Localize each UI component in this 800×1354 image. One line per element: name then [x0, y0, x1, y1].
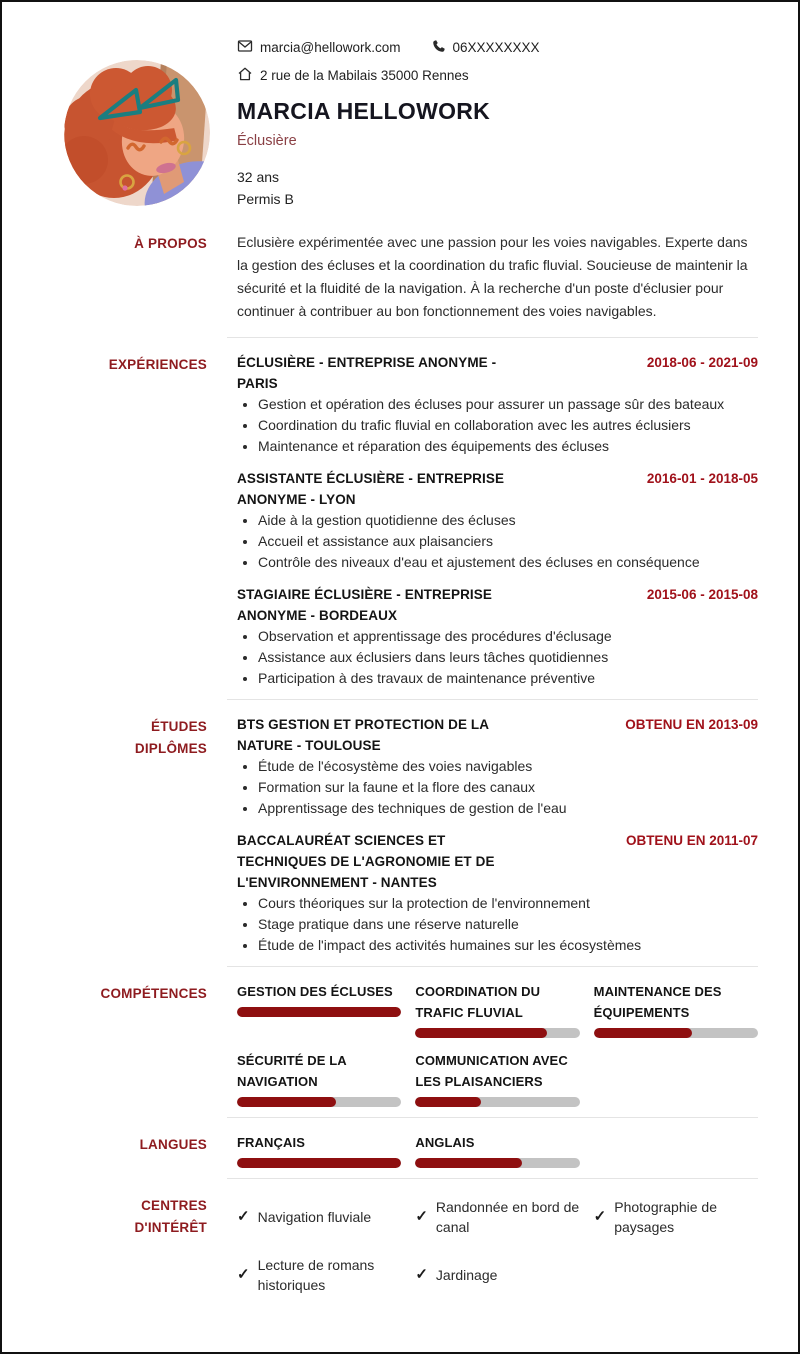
- bullet: • Assistance aux éclusiers dans leurs tâches quotidiennes: [258, 647, 758, 668]
- person-permit: Permis B: [237, 191, 294, 208]
- check-icon: ✓: [415, 1266, 428, 1283]
- contact-row-1: [237, 38, 758, 57]
- bullet: • Stage pratique dans une réserve naturelle: [258, 914, 758, 935]
- education-label: [2, 714, 207, 956]
- language-name: ANGLAIS: [415, 1135, 475, 1150]
- education-label-line1: ÉTUDES: [151, 719, 207, 734]
- language-item: [415, 1132, 579, 1168]
- experience-date: 2015-06 - 2015-08: [646, 587, 758, 602]
- interest-item: [237, 1197, 401, 1237]
- contact-address: [237, 66, 469, 85]
- skill-bar-fill: [594, 1028, 693, 1038]
- skill-bar: [594, 1028, 758, 1038]
- email-text: marcia@hellowork.com: [260, 40, 401, 55]
- skill-item: [237, 1050, 401, 1107]
- resume-header: [2, 2, 798, 214]
- interest-item: [237, 1255, 401, 1295]
- interest-item: [594, 1197, 758, 1237]
- about-text: Eclusière expérimentée avec une passion pour les voies navigables. Experte dans la gestion des écluses et la coordination du trafic fluvial. Soucieuse de maintenir la sécurité et la fluidité de la navigation. À la recherche d'un poste d'éclusier pour continuer à contribuer au bon fonctionnement des voies navigables.: [237, 234, 748, 319]
- education-item: [237, 714, 758, 819]
- language-name: FRANÇAIS: [237, 1135, 305, 1150]
- skill-item: [415, 981, 579, 1038]
- bullet: • Accueil et assistance aux plaisanciers: [258, 531, 758, 552]
- interest-item: [415, 1255, 579, 1295]
- skill-item: [594, 981, 758, 1038]
- education-bullets: [237, 756, 758, 819]
- experience-item: [237, 352, 758, 457]
- section-languages: [2, 1118, 798, 1178]
- education-bullets: [237, 893, 758, 956]
- language-bar: [237, 1158, 401, 1168]
- skill-name: COMMUNICATION AVEC LES PLAISANCIERS: [415, 1053, 568, 1089]
- bullet: • Contrôle des niveaux d'eau et ajustement des écluses en conséquence: [258, 552, 758, 573]
- avatar-illustration: [64, 60, 210, 206]
- address-text: 2 rue de la Mabilais 35000 Rennes: [260, 68, 469, 83]
- interests-label-line2: D'INTÉRÊT: [134, 1219, 207, 1235]
- home-icon: [237, 66, 253, 85]
- person-age: 32 ans: [237, 169, 280, 185]
- interests-grid: [237, 1193, 758, 1295]
- language-bar: [415, 1158, 579, 1168]
- experiences-label: EXPÉRIENCES: [108, 357, 207, 372]
- education-title: BACCALAURÉAT SCIENCES ET TECHNIQUES DE L'AGRONOMIE ET DE L'ENVIRONNEMENT - NANTES: [237, 833, 495, 890]
- section-education: [2, 700, 798, 966]
- bullet: • Participation à des travaux de maintenance préventive: [258, 668, 758, 689]
- education-title: BTS GESTION ET PROTECTION DE LA NATURE - TOULOUSE: [237, 717, 489, 753]
- skill-bar: [415, 1097, 579, 1107]
- check-icon: ✓: [237, 1208, 250, 1225]
- skills-label: COMPÉTENCES: [100, 986, 207, 1001]
- skill-bar: [237, 1007, 401, 1017]
- person-job-title: Éclusière: [237, 133, 297, 149]
- skill-bar-fill: [415, 1097, 481, 1107]
- envelope-icon: [237, 38, 253, 57]
- education-date: OBTENU EN 2011-07: [625, 833, 758, 848]
- bullet: • Formation sur la faune et la flore des canaux: [258, 777, 758, 798]
- skill-item: [237, 981, 401, 1038]
- language-bar-fill: [415, 1158, 522, 1168]
- skill-name: COORDINATION DU TRAFIC FLUVIAL: [415, 984, 541, 1020]
- experience-title: ASSISTANTE ÉCLUSIÈRE - ENTREPRISE ANONYME - LYON: [237, 471, 505, 507]
- interest-text: Navigation fluviale: [257, 1209, 372, 1225]
- header-content: [237, 38, 758, 211]
- interests-label-line1: CENTRES: [141, 1198, 207, 1213]
- skill-item: [415, 1050, 579, 1107]
- interest-item: [415, 1197, 579, 1237]
- experience-title: STAGIAIRE ÉCLUSIÈRE - ENTREPRISE ANONYME - BORDEAUX: [237, 587, 492, 623]
- interest-text: Photographie de paysages: [614, 1199, 717, 1235]
- section-experiences: [2, 338, 798, 699]
- interest-text: Jardinage: [435, 1267, 498, 1283]
- section-interests: [2, 1179, 798, 1305]
- bullet: • Maintenance et réparation des équipements des écluses: [258, 436, 758, 457]
- bullet: • Étude de l'écosystème des voies navigables: [258, 756, 758, 777]
- phone-icon: [431, 39, 446, 57]
- skill-name: GESTION DES ÉCLUSES: [237, 984, 393, 999]
- bullet: • Gestion et opération des écluses pour assurer un passage sûr des bateaux: [258, 394, 758, 415]
- section-skills: [2, 967, 798, 1117]
- skill-name: MAINTENANCE DES ÉQUIPEMENTS: [593, 984, 722, 1020]
- skill-bar-fill: [237, 1097, 336, 1107]
- languages-grid: [237, 1132, 758, 1168]
- skill-name: SÉCURITÉ DE LA NAVIGATION: [237, 1053, 347, 1089]
- bullet: • Cours théoriques sur la protection de l'environnement: [258, 893, 758, 914]
- contact-phone: [431, 39, 540, 57]
- experience-date: 2016-01 - 2018-05: [646, 471, 758, 486]
- check-icon: ✓: [593, 1208, 607, 1225]
- experience-item: [237, 468, 758, 573]
- bullet: • Aide à la gestion quotidienne des écluses: [258, 510, 758, 531]
- interest-text: Randonnée en bord de canal: [435, 1199, 580, 1235]
- experience-item: [237, 584, 758, 689]
- bullet: • Coordination du trafic fluvial en collaboration avec les autres éclusiers: [258, 415, 758, 436]
- check-icon: ✓: [415, 1208, 428, 1225]
- bullet: • Apprentissage des techniques de gestion de l'eau: [258, 798, 758, 819]
- languages-label: LANGUES: [139, 1137, 207, 1152]
- interests-label: [2, 1193, 207, 1295]
- language-bar-fill: [237, 1158, 401, 1168]
- check-icon: ✓: [237, 1266, 250, 1283]
- skills-grid: [237, 981, 758, 1107]
- experience-bullets: [237, 626, 758, 689]
- about-label: À PROPOS: [134, 236, 207, 251]
- skill-bar-fill: [237, 1007, 401, 1017]
- experience-bullets: [237, 510, 758, 573]
- education-date: OBTENU EN 2013-09: [625, 717, 758, 732]
- education-label-line2: DIPLÔMES: [134, 740, 207, 756]
- interest-text: Lecture de romans historiques: [257, 1257, 375, 1293]
- section-about: [2, 231, 798, 337]
- person-name: MARCIA HELLOWORK: [237, 98, 491, 124]
- contact-email: [237, 38, 401, 57]
- skill-bar: [237, 1097, 401, 1107]
- language-item: [237, 1132, 401, 1168]
- education-item: [237, 830, 758, 956]
- skill-bar-fill: [415, 1028, 546, 1038]
- bullet: • Étude de l'impact des activités humaines sur les écosystèmes: [258, 935, 758, 956]
- experience-bullets: [237, 394, 758, 457]
- experience-title: ÉCLUSIÈRE - ENTREPRISE ANONYME - PARIS: [237, 355, 497, 391]
- phone-text: 06XXXXXXXX: [452, 40, 540, 55]
- experience-date: 2018-06 - 2021-09: [646, 355, 758, 370]
- skill-bar: [415, 1028, 579, 1038]
- contact-row-2: [237, 66, 758, 85]
- avatar: [64, 60, 210, 206]
- bullet: • Observation et apprentissage des procédures d'éclusage: [258, 626, 758, 647]
